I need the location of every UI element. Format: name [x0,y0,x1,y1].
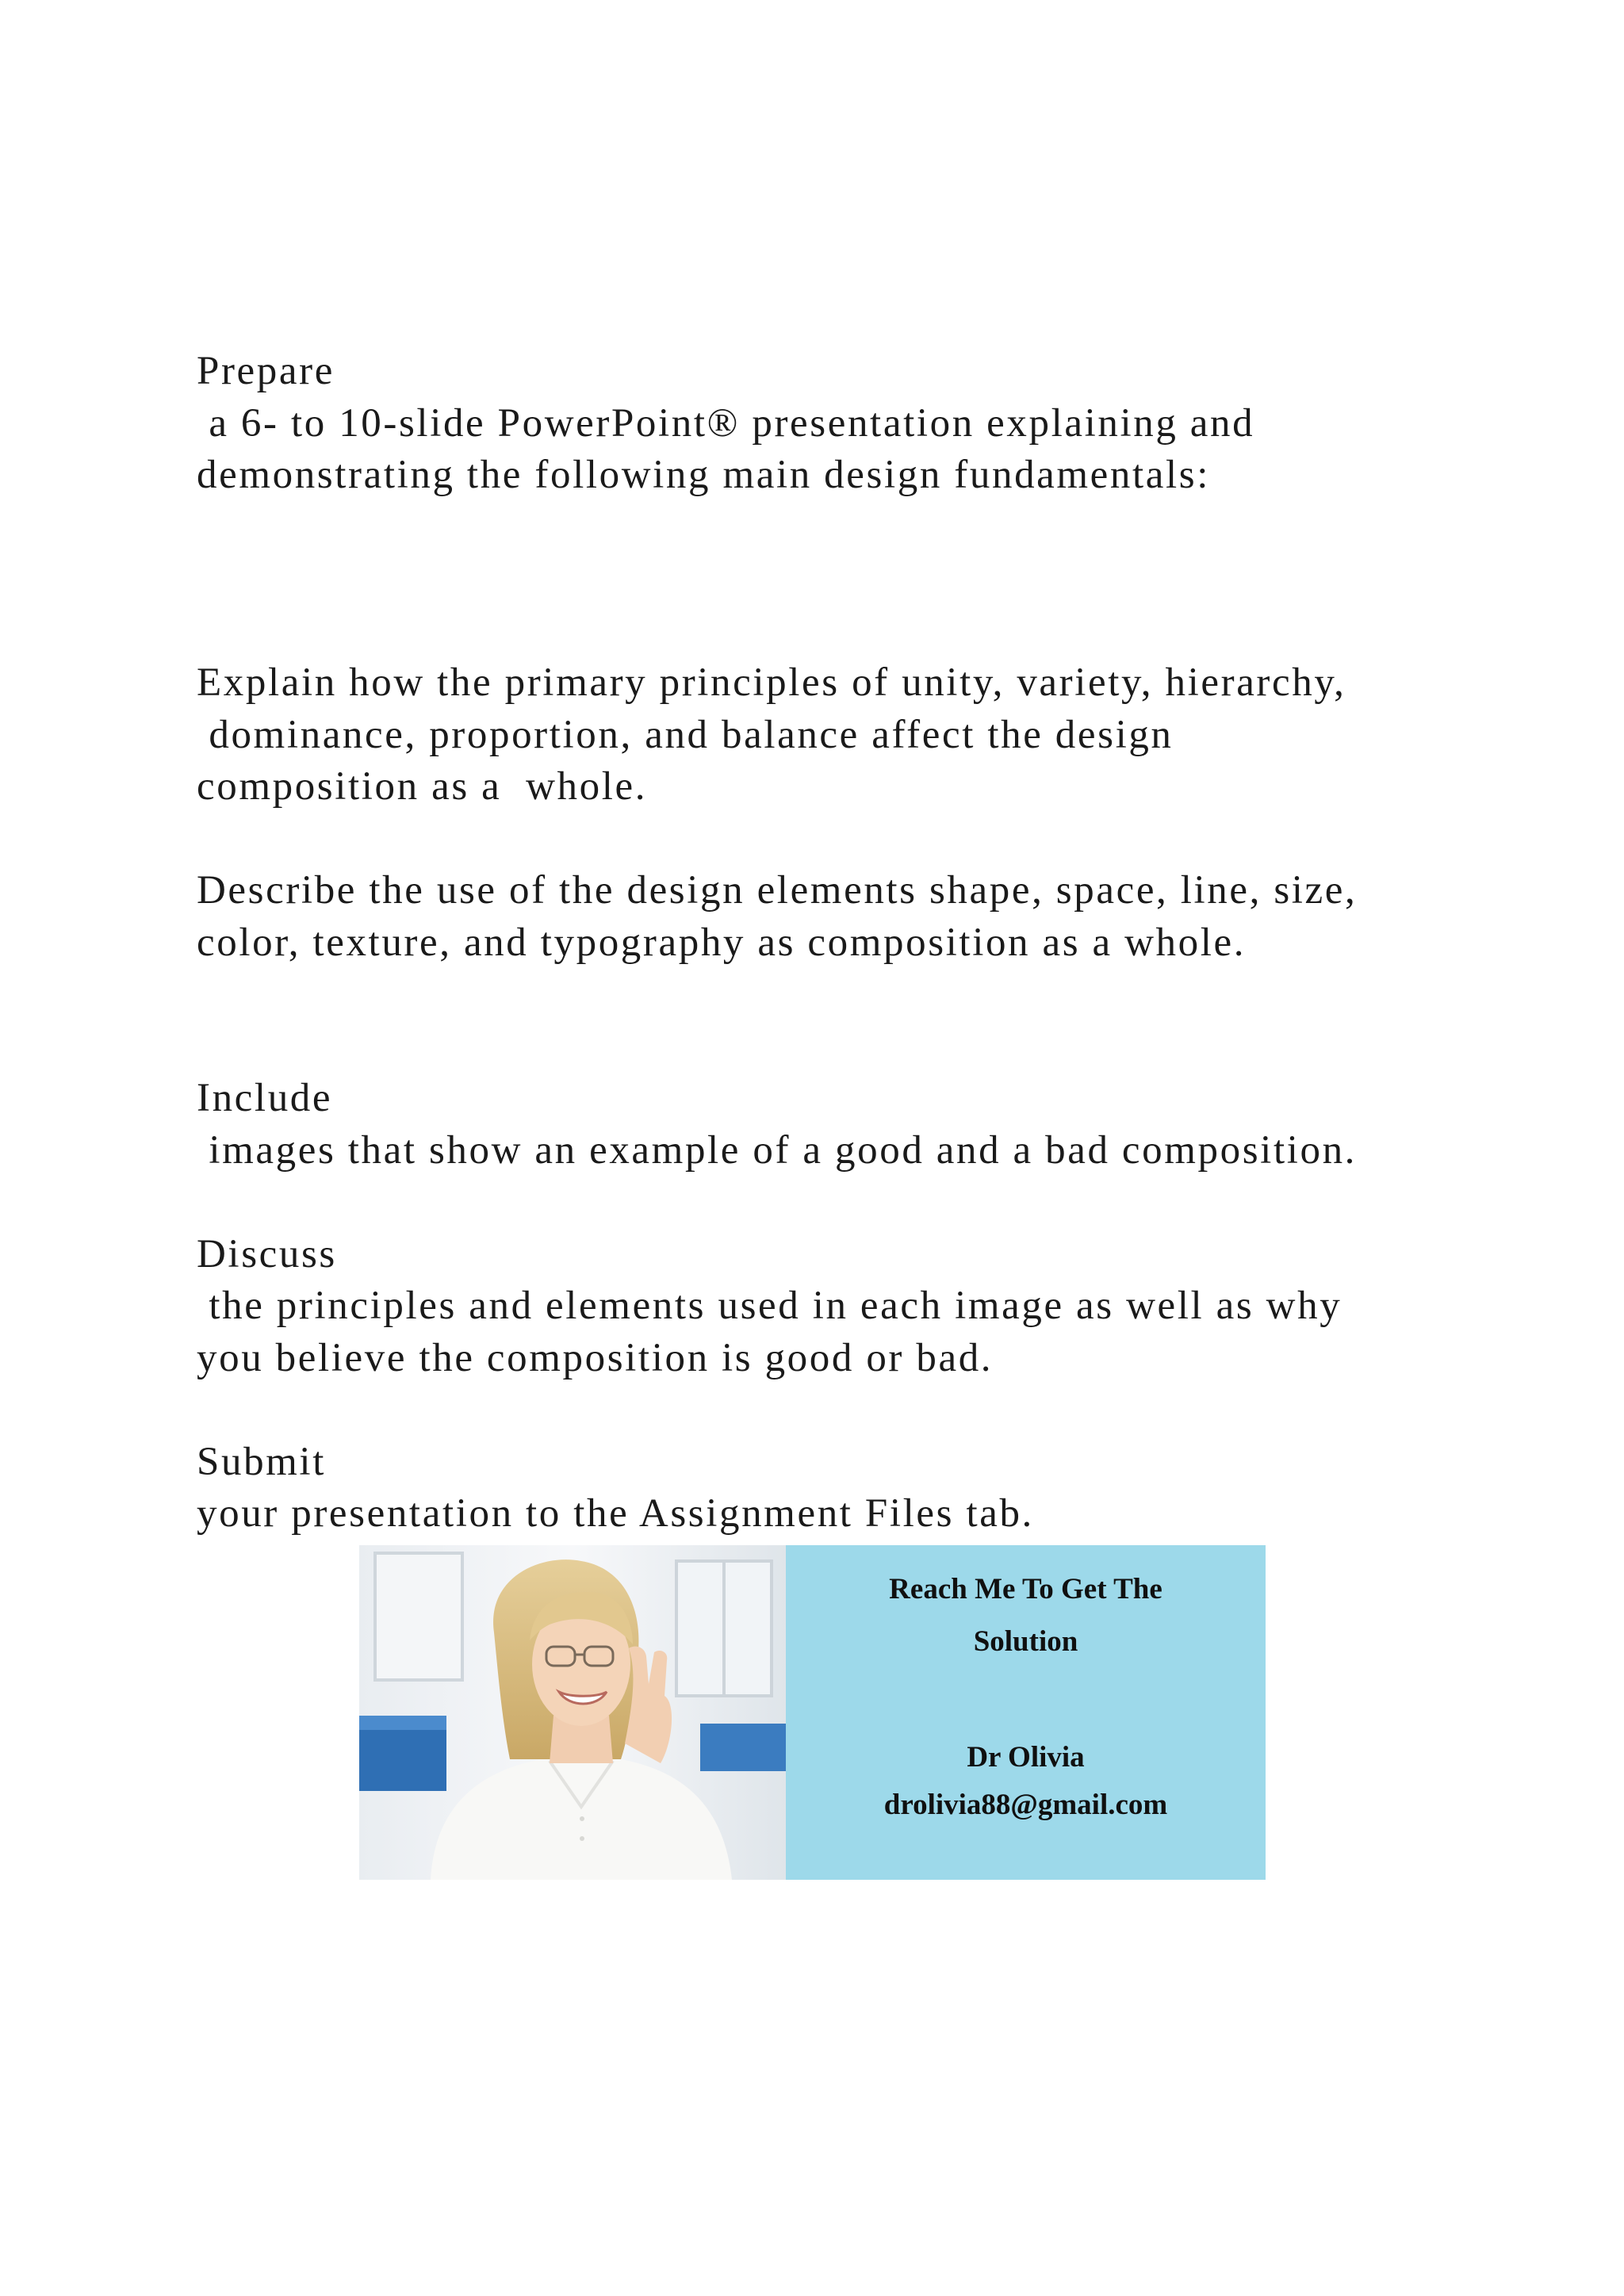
blank-line [197,1177,1465,1229]
blank-line [197,969,1465,1021]
paragraph-line: Submit [197,1439,326,1484]
assignment-text [197,346,1465,1540]
blank-line [197,553,1465,606]
blank-line [197,502,1465,554]
paragraph-line: images that show an example of a good and a bad composition. [197,1127,1358,1173]
paragraph-line: dominance, proportion, and balance affect the design [197,712,1174,757]
blank-line [197,813,1465,866]
paragraph-line: Include [197,1076,333,1120]
banner-heading-line: Solution [973,1625,1078,1658]
blank-line [197,1021,1465,1073]
contact-banner [359,1545,1266,1880]
paragraph-line: Explain how the primary principles of unity, variety, hierarchy, [197,660,1346,705]
contact-name: Dr Olivia [967,1741,1085,1774]
paragraph-line: you believe the composition is good or bad. [197,1335,994,1380]
paragraph-line: Prepare [197,349,335,393]
paragraph-line: a 6- to 10-slide PowerPoint® presentation explaining and [197,400,1255,446]
woman-photo-illustration [359,1545,786,1880]
contact-email: drolivia88@gmail.com [883,1789,1168,1821]
blank-line [197,606,1465,658]
paragraph-line: Describe the use of the design elements shape, space, line, size, [197,868,1358,913]
paragraph-line: demonstrating the following main design fundamentals: [197,453,1211,497]
paragraph-line: your presentation to the Assignment Files tab. [197,1491,1034,1536]
blank-line [197,1384,1465,1437]
paragraph-line: the principles and elements used in each image as well as why [197,1284,1342,1328]
paragraph-line: composition as a whole. [197,764,648,809]
contact-info-panel [786,1545,1266,1880]
banner-heading-line: Reach Me To Get The [889,1573,1162,1605]
paragraph-line: Discuss [197,1231,337,1276]
paragraph-line: color, texture, and typography as composition as a whole. [197,920,1247,965]
